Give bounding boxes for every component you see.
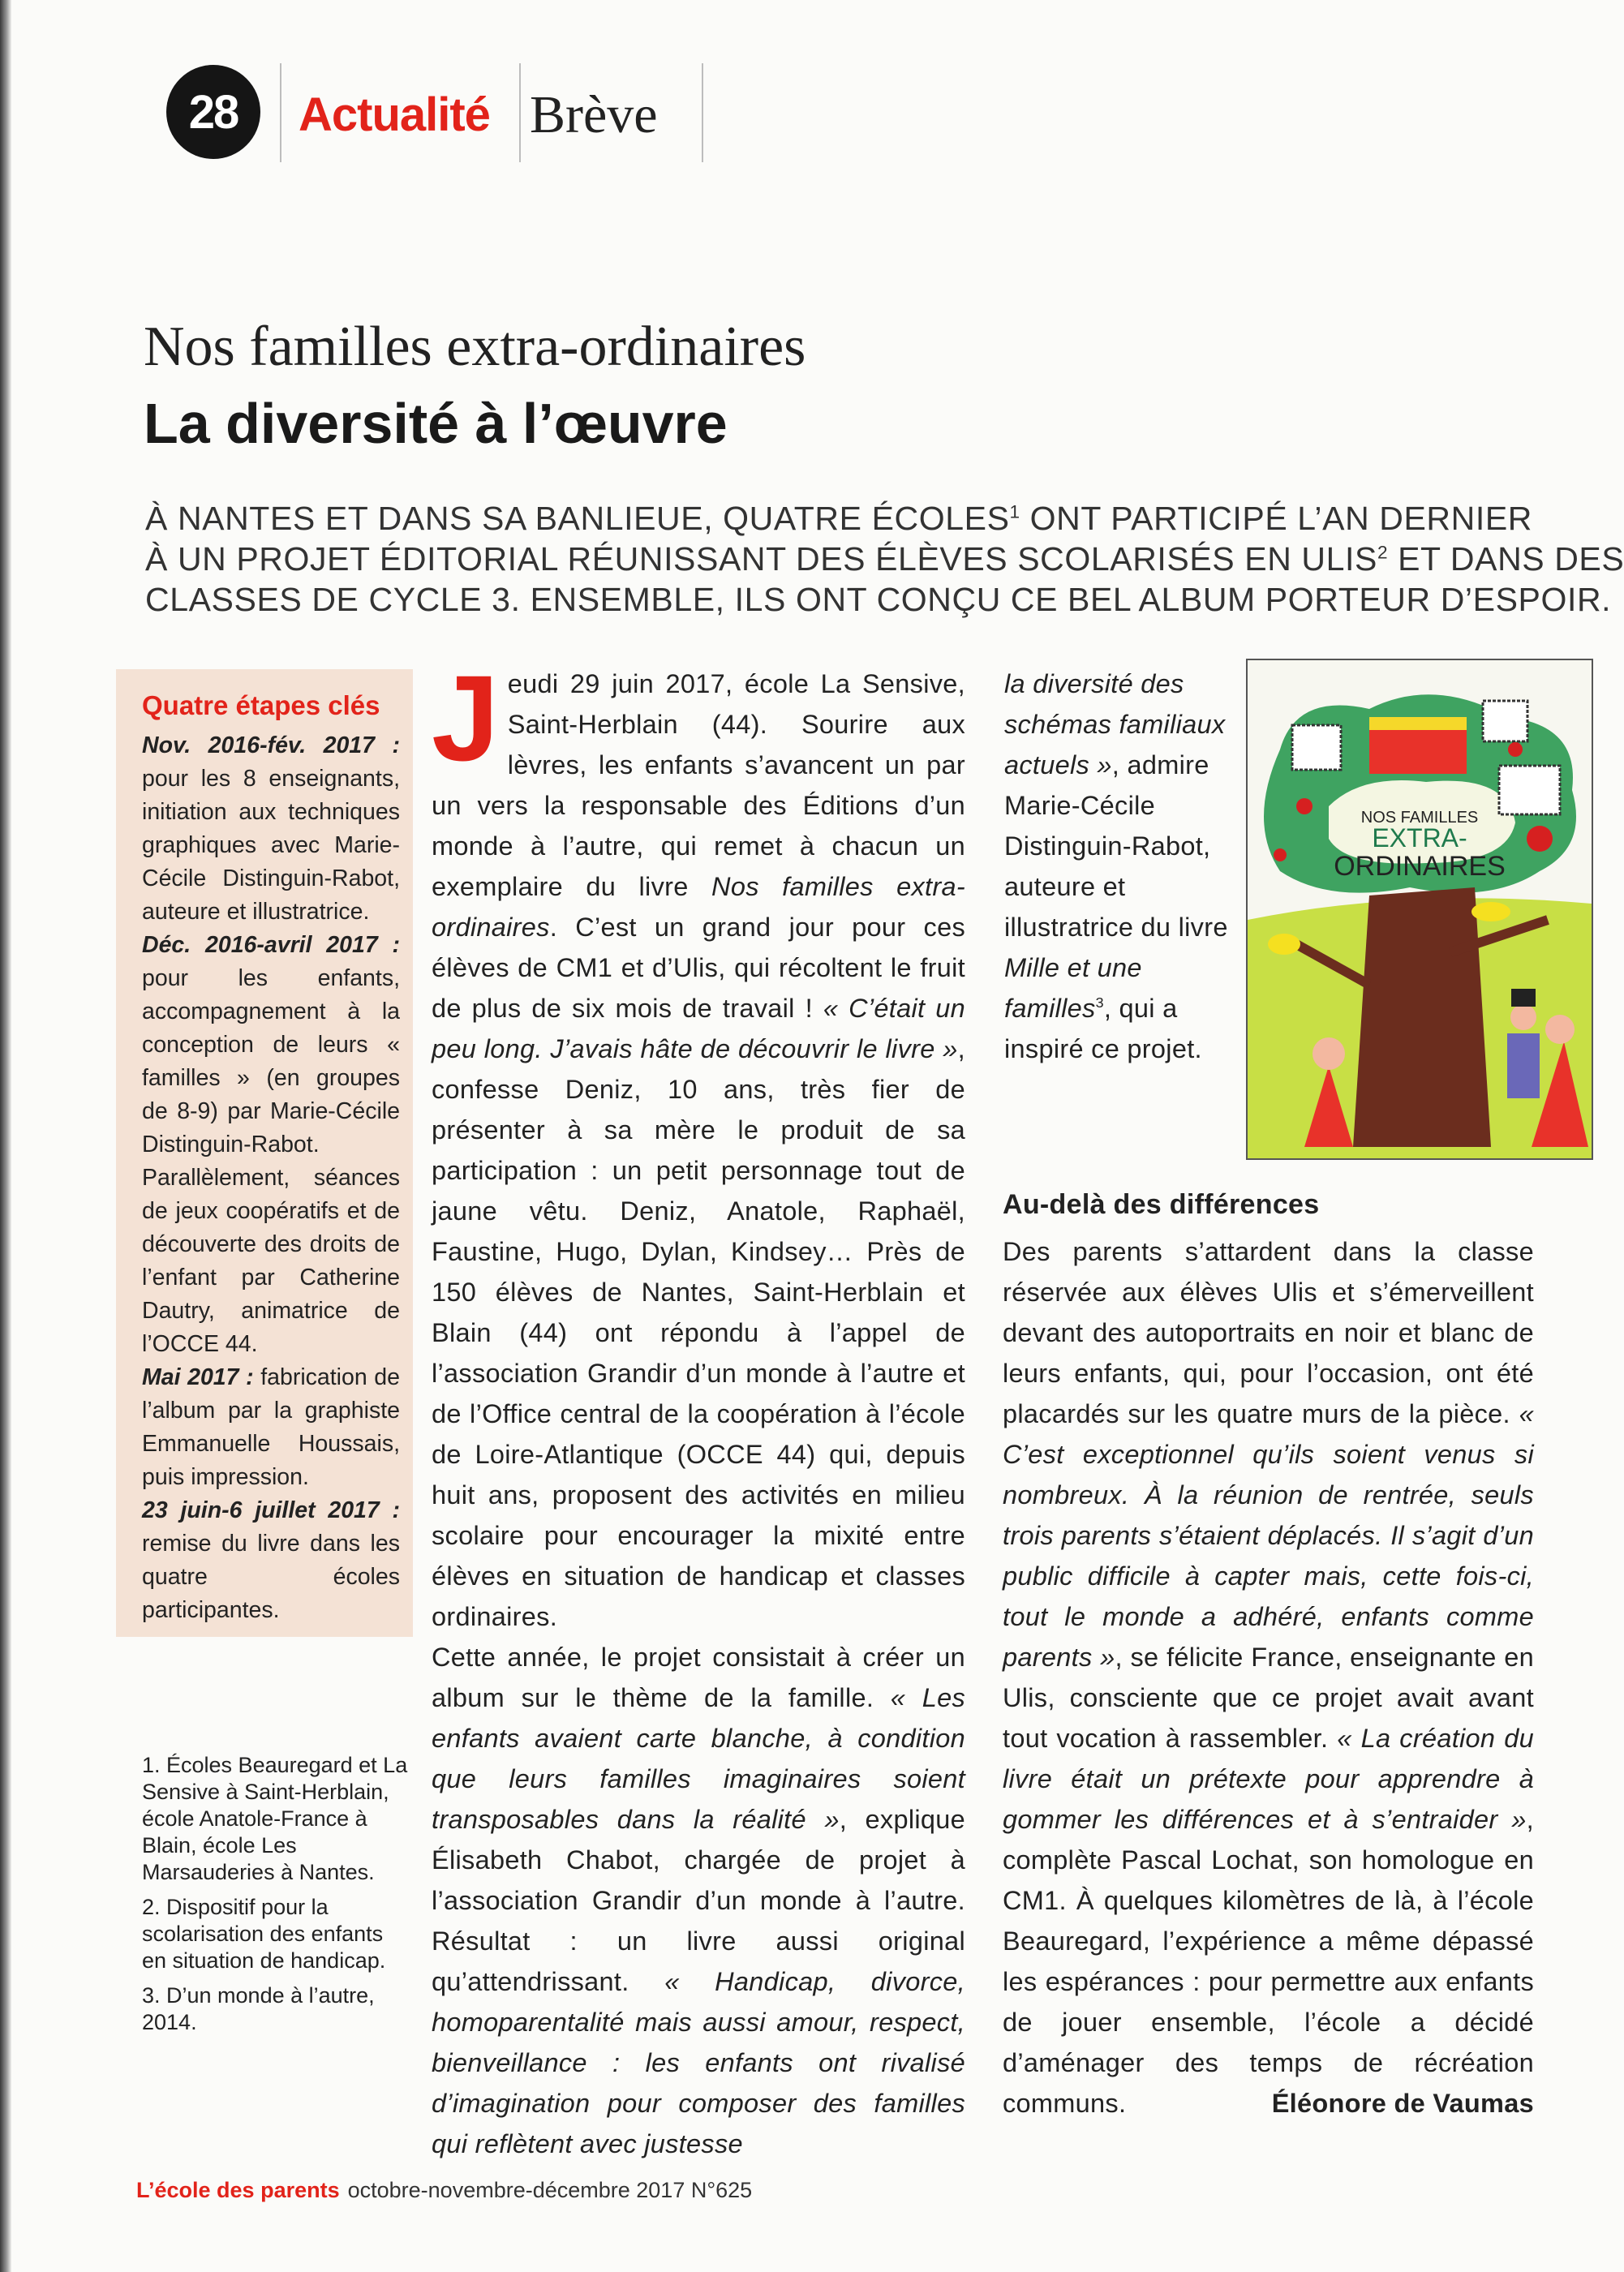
quote-text: Nos familles extra-ordinaires xyxy=(432,872,966,942)
footnote: 1. Écoles Beauregard et La Sensive à Saint-Herblain, école Anatole-France à Blain, école Les Marsauderies à Nantes. xyxy=(142,1753,408,1884)
quote-text: « C’était un peu long. J’avais hâte de découvrir le livre » xyxy=(432,994,965,1063)
issue-info: octobre-novembre-décembre 2017 N°625 xyxy=(347,2178,753,2202)
quote-text: « Les enfants avaient carte blanche, à condition que leurs familles imaginaires soient transposables dans la réalité » xyxy=(432,1683,965,1834)
footnotes xyxy=(142,1752,410,2044)
divider xyxy=(280,63,281,162)
quote-text: Mille et une familles xyxy=(1004,953,1142,1023)
key-steps-title: Quatre étapes clés xyxy=(142,690,380,720)
body-text: , se félicite France, enseignante en Ulis, consciente que ce projet avait avant tout vocation à rassembler. xyxy=(1003,1643,1534,1753)
subsection-label: Brève xyxy=(530,85,658,144)
body-text: , confesse Deniz, 10 ans, très fier de présenter à sa mère le produit de sa participation : un petit personnage tout de jaune vêtu. Deniz, Anatole, Raphaël, Faustine, Hugo, Dylan, Kindsey… Près de 150 élèves de Nantes, Saint-Herblain et Blain (44) ont répondu à l’appel de l’association Grandir d’un monde à l’autre et de l’Office central de la coopération à l’école de Loire-Atlantique (OCCE 44) qui, depuis huit ans, proposent des activités en milieu scolaire pour encourager la mixité entre élèves en situation de handicap et classes ordinaires. xyxy=(432,1034,965,1631)
step-date: Déc. 2016-avril 2017 : xyxy=(142,932,400,958)
quote-text: « C’est exceptionnel qu’ils soient venus si nombreux. À la réunion de rentrée, seuls trois parents s’étaient déplacés. Il s’agit d’un public difficile à capter mais, cette fois-ci, tout le monde a adhéré, enfants comme parents » xyxy=(1003,1399,1534,1672)
body-text: . C’est un grand jour pour ces élèves de CM1 et d’Ulis, qui récoltent le fruit de plus de six mois de travail ! xyxy=(432,913,965,1023)
magazine-name: L’école des parents xyxy=(136,2178,340,2202)
key-steps-box xyxy=(116,669,413,1637)
body-text: , admire Marie-Cécile Distinguin-Rabot, auteure et illustratrice du livre xyxy=(1004,750,1228,942)
paragraph xyxy=(145,498,1540,539)
step-text: remise du livre dans les quatre écoles participantes. xyxy=(142,1531,400,1623)
quote-text: « Handicap, divorce, homoparentalité mais aussi amour, respect, bienveillance : les enfants ont rivalisé d’imagination pour composer des familles qui reflètent avec justesse xyxy=(432,1967,965,2158)
step-text: pour les enfants, accompagnement à la conception de leurs « familles » (en groupes de 8-9) par Marie-Cécile Distinguin-Rabot. Parallèlement, séances de jeux coopératifs et de découverte des droits de l’enfant par Catherine Dautry, animatrice de l’OCCE 44. xyxy=(142,965,400,1357)
section-heading: Au-delà des différences xyxy=(1003,1189,1320,1220)
cover-title-line3: ORDINAIRES xyxy=(1334,851,1506,882)
divider xyxy=(702,63,703,162)
paragraph xyxy=(1003,1231,1534,2124)
article-title: Nos familles extra-ordinaires xyxy=(144,316,806,378)
footnote: 3. D’un monde à l’autre, 2014. xyxy=(142,1983,375,2034)
body-text: , explique Élisabeth Chabot, chargée de projet à l’association Grandir d’un monde à l’autre. Résultat : un livre aussi original qu’attendrissant. xyxy=(432,1805,965,1996)
key-steps-list xyxy=(142,729,400,1627)
section-label: Actualité xyxy=(299,88,490,141)
cover-title-line2: EXTRA- xyxy=(1372,823,1467,853)
paragraph xyxy=(145,539,1624,579)
body-text: À NANTES ET DANS SA BANLIEUE, QUATRE ÉCOLES xyxy=(145,500,1010,537)
article-column-1 xyxy=(432,650,966,2164)
quote-text: « La création du livre était un prétexte pour apprendre à gommer les différences et à s’entraider » xyxy=(1003,1724,1535,1834)
paragraph xyxy=(432,650,966,1637)
step-text: fabrication de l’album par la graphiste Emmanuelle Houssais, puis impression. xyxy=(142,1364,400,1490)
paragraph xyxy=(432,1637,965,2164)
body-text: ONT PARTICIPÉ L’AN DERNIER xyxy=(1020,500,1532,537)
article-column-2-bottom xyxy=(1003,1184,1534,2124)
body-text: CLASSES DE CYCLE 3. ENSEMBLE, ILS ONT CONÇU CE BEL ALBUM PORTEUR D’ESPOIR. xyxy=(145,581,1612,618)
footnote: 2. Dispositif pour la scolarisation des enfants en situation de handicap. xyxy=(142,1895,386,1973)
article-intro xyxy=(145,498,1624,620)
body-text: ET DANS DES xyxy=(1388,540,1624,578)
body-text: Cette année, le projet consistait à créer un album sur le thème de la famille. xyxy=(432,1643,965,1712)
page-footer xyxy=(136,2178,752,2203)
author-signature: Éléonore de Vaumas xyxy=(1271,2089,1534,2118)
footnote-ref: 3 xyxy=(1095,994,1104,1011)
paragraph xyxy=(145,579,1612,620)
footnote-ref: 1 xyxy=(1009,501,1020,522)
divider xyxy=(519,63,521,162)
step-date: Mai 2017 : xyxy=(142,1364,254,1390)
body-text: , qui a inspiré ce projet. xyxy=(1004,994,1202,1063)
body-text: Des parents s’attardent dans la classe réservée aux élèves Ulis et s’émerveillent devant des autoportraits en noir et blanc de leurs enfants, qui, pour l’occasion, ont été placardés sur les quatre murs de la pièce. xyxy=(1003,1237,1534,1428)
paragraph xyxy=(1004,664,1235,1069)
scan-shadow xyxy=(0,0,11,2272)
cover-title-line1: NOS FAMILLES xyxy=(1360,809,1479,827)
body-text: , complète Pascal Lochat, son homologue en CM1. À quelques kilomètres de là, à l’école Beauregard, l’expérience a même dépassé les espérances : pour permettre aux enfants de jouer ensemble, l’école a décidé d’aménager des temps de récréation communs. xyxy=(1003,1805,1534,2118)
footnote-ref: 2 xyxy=(1377,542,1389,563)
body-text: À UN PROJET ÉDITORIAL RÉUNISSANT DES ÉLÈVES SCOLARISÉS EN ULIS xyxy=(145,540,1377,578)
step-date: 23 juin-6 juillet 2017 : xyxy=(142,1497,400,1523)
quote-text: la diversité des schémas familiaux actuels » xyxy=(1004,669,1226,780)
article-subtitle: La diversité à l’œuvre xyxy=(144,392,728,455)
step-date: Nov. 2016-fév. 2017 : xyxy=(142,732,400,758)
drop-cap: J xyxy=(432,650,500,786)
book-cover-image xyxy=(1246,659,1593,1160)
step-text: pour les 8 enseignants, initiation aux techniques graphiques avec Marie-Cécile Distinguin-Rabot, auteure et illustratrice. xyxy=(142,766,400,925)
page-number-badge: 28 xyxy=(166,65,260,159)
article-column-2-top xyxy=(1004,664,1235,1069)
body-text: eudi 29 juin 2017, école La Sensive, Saint-Herblain (44). Sourire aux lèvres, les enfants s’avancent un par un vers la responsable des Éditions d’un monde à l’autre, qui remet à chacun un exemplaire du livre xyxy=(432,669,965,901)
book-cover-illustration xyxy=(1248,660,1592,1158)
